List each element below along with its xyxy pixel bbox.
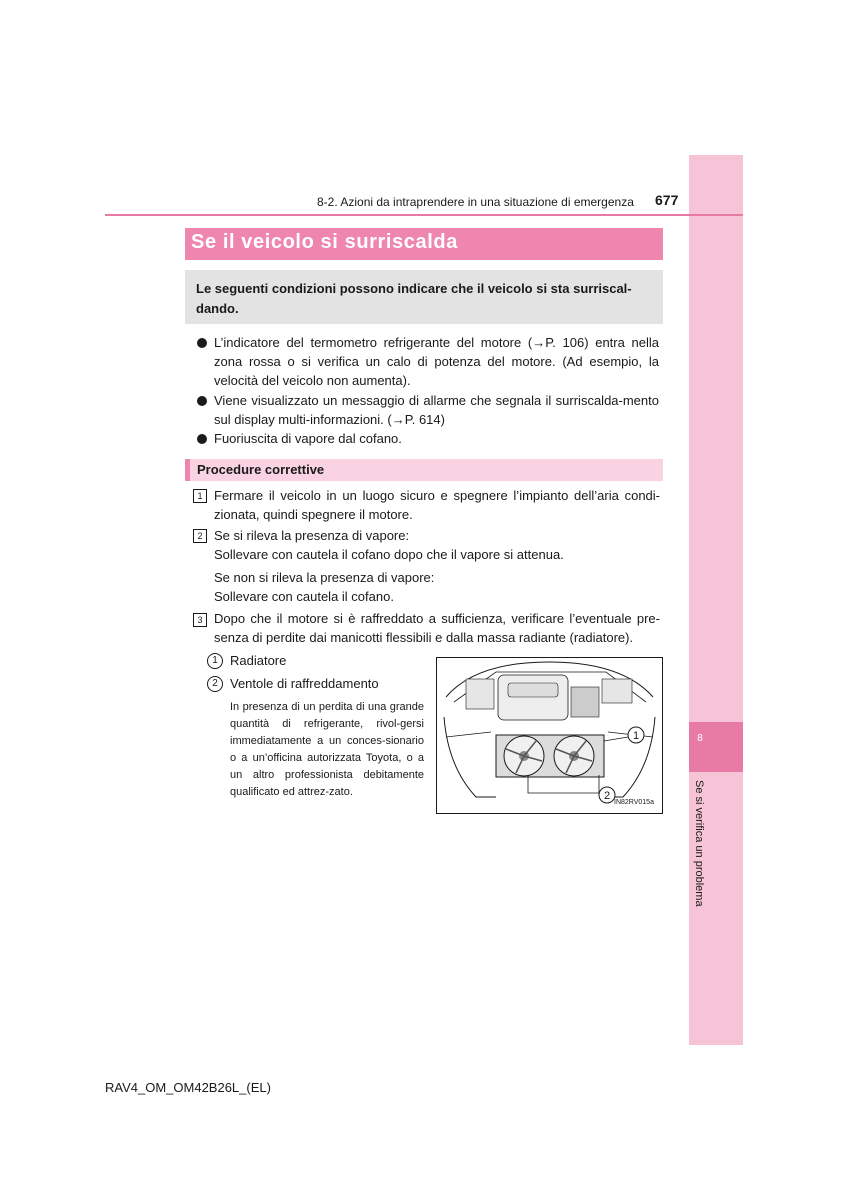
- header-section: 8-2. Azioni da intraprendere in una situazione di emergenza: [317, 195, 634, 209]
- bullet-dot-icon: [197, 434, 207, 444]
- warning-note: In presenza di un perdita di una grande quantità di refrigerante, rivol-gersi immediatamente a un conces-sionario o a un’officina autorizzata Toyota, o a un altro professionista debitamente qualificato ed attrez-zato.: [230, 701, 424, 798]
- bullet-text: Fuoriuscita di vapore dal cofano.: [214, 431, 402, 446]
- step-text: Fermare il veicolo in un luogo sicuro e spegnere l’impianto dell’aria condi-zionata, quindi spegnere il motore.: [214, 488, 660, 522]
- step-text: Dopo che il motore si è raffreddato a sufficienza, verificare l’eventuale pre-senza di perdite dai manicotti flessibili e dalla massa radiante (radiatore).: [214, 611, 660, 645]
- header-rule: [105, 214, 743, 216]
- side-tab-marker: [689, 722, 743, 772]
- bullet-text: Viene visualizzato un messaggio di allarme che segnala il surriscalda-mento sul display multi-informazioni. (→P. 614): [214, 393, 659, 427]
- step-text: Se si rileva la presenza di vapore:: [214, 528, 410, 543]
- step-number: 3: [193, 613, 207, 627]
- step-text: Sollevare con cautela il cofano.: [214, 589, 394, 604]
- callout-2-label: 2: [603, 790, 611, 802]
- part-label: Radiatore: [230, 653, 287, 668]
- figure-code: IN82RV015a: [614, 799, 654, 806]
- side-tab: [689, 155, 743, 1045]
- side-tab-number: 8: [697, 733, 703, 744]
- engine-illustration: [436, 657, 663, 814]
- engine-figure: [436, 657, 663, 814]
- intro-text: Le seguenti condizioni possono indicare che il veicolo si sta surriscal-dando.: [196, 281, 632, 316]
- bullet-item: [197, 391, 659, 429]
- bullet-dot-icon: [197, 396, 207, 406]
- bullet-dot-icon: [197, 338, 207, 348]
- part-number: 1: [207, 653, 223, 669]
- step-text: Se non si rileva la presenza di vapore:: [214, 570, 435, 585]
- side-tab-label: Se si verifica un problema: [693, 780, 705, 907]
- part-number: 2: [207, 676, 223, 692]
- procedure-heading: Procedure correttive: [197, 462, 325, 477]
- bullet-text: L’indicatore del termometro refrigerante del motore (→P. 106) entra nella zona rossa o si verifica un calo di potenza del motore. (Ad esempio, la velocità del veicolo non aumenta).: [214, 335, 659, 388]
- part-label: Ventole di raffreddamento: [230, 676, 379, 691]
- step-number: 1: [193, 489, 207, 503]
- page-number: 677: [655, 192, 679, 208]
- page-title: Se il veicolo si surriscalda: [191, 231, 458, 253]
- step-number: 2: [193, 529, 207, 543]
- step-text: Sollevare con cautela il cofano dopo che il vapore si attenua.: [214, 547, 564, 562]
- bullet-item: [197, 333, 659, 391]
- bullet-item: [197, 429, 659, 448]
- footer-doc-id: RAV4_OM_OM42B26L_(EL): [105, 1080, 271, 1095]
- callout-1-label: 1: [632, 730, 640, 742]
- procedure-accent: [185, 459, 190, 481]
